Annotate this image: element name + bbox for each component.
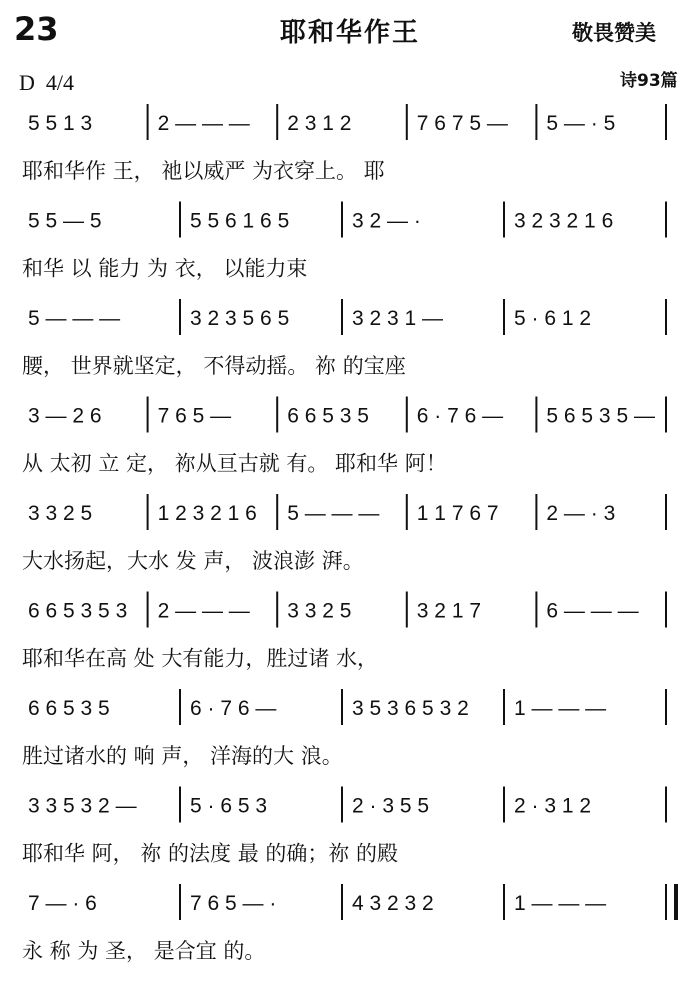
measure-notes: 7 — · 6 <box>28 892 97 915</box>
measure-notes: 5 · 6 5 3 <box>190 794 268 818</box>
measure-notes: 7 6 7 5 — <box>416 112 508 135</box>
measure-notes: 3 3 2 5 <box>28 502 93 525</box>
measure-notes: 6 6 5 3 5 <box>28 697 110 720</box>
measure-notes: 3 2 3 2 1 6 <box>514 209 614 233</box>
lyric-line: 耶和华 阿， 祢 的法度 最 的确；祢 的殿 <box>22 841 399 866</box>
measure-notes: 5 — · 5 <box>546 112 616 135</box>
measure-notes: 3 3 2 5 <box>287 599 352 623</box>
measure-notes: 5 5 6 1 6 5 <box>190 209 290 233</box>
measure-notes: 3 3 5 3 2 — <box>28 794 137 818</box>
measure-notes: 5 — — — <box>287 502 380 525</box>
measure-notes: 3 2 3 1 — <box>352 307 444 330</box>
measure-notes: 1 — — — <box>514 697 607 720</box>
key-signature: D 4/4 <box>19 70 74 95</box>
measure-notes: 3 2 — · <box>352 209 421 233</box>
measure-notes: 5 6 5 3 5 — <box>546 404 655 428</box>
score-line <box>22 397 666 477</box>
measure-notes: 6 6 5 3 5 3 <box>28 599 128 623</box>
measure-notes: 5 — — — <box>28 307 121 330</box>
lyric-line: 和华 以 能力 为 衣， 以能力束 <box>22 256 308 281</box>
measure-notes: 6 6 5 3 5 <box>287 404 369 428</box>
measure-notes: 1 — — — <box>514 892 607 915</box>
measure-notes: 5 5 1 3 <box>28 112 93 135</box>
score-line <box>22 299 666 379</box>
hymn-title: 耶和华作王 <box>279 18 420 48</box>
measure-notes: 7 6 5 — <box>157 404 232 428</box>
measure-notes: 3 — 2 6 <box>28 404 102 428</box>
score-line <box>22 689 666 769</box>
score-line <box>22 494 666 574</box>
lyric-line: 永 称 为 圣， 是合宜 的。 <box>22 939 266 963</box>
hymn-number: 23 <box>14 10 59 48</box>
lyric-line: 大水扬起，大水 发 声， 波浪澎 湃。 <box>22 549 364 573</box>
measure-notes: 2 — — — <box>157 112 250 135</box>
lyric-line: 胜过诸水的 响 声， 洋海的大 浪。 <box>22 744 343 768</box>
measure-notes: 2 3 1 2 <box>287 112 352 135</box>
measure-notes: 1 2 3 2 1 6 <box>157 502 257 525</box>
measure-notes: 6 — — — <box>546 599 639 623</box>
lyric-line: 从 太初 立 定， 祢从亘古就 有。 耶和华 阿！ <box>22 451 447 476</box>
score-line <box>22 787 666 867</box>
lyric-line: 耶和华在高 处 大有能力，胜过诸 水， <box>22 646 379 671</box>
section-label: 敬畏赞美 <box>572 21 656 45</box>
measure-notes: 5 · 6 1 2 <box>514 307 592 330</box>
lyric-line: 腰， 世界就坚定， 不得动摇。 祢 的宝座 <box>22 354 406 378</box>
measure-notes: 6 · 7 6 — <box>416 404 504 428</box>
score-line <box>22 592 666 672</box>
measure-notes: 3 2 1 7 <box>416 599 482 623</box>
measure-notes: 6 · 7 6 — <box>190 697 277 720</box>
measure-notes: 2 · 3 5 5 <box>352 794 430 818</box>
measure-notes: 5 5 — 5 <box>28 209 102 233</box>
lyric-line: 耶和华作 王， 祂以威严 为衣穿上。 耶 <box>22 159 385 183</box>
score-line <box>22 884 676 964</box>
score-line <box>22 104 666 184</box>
measure-notes: 2 — · 3 <box>546 502 616 525</box>
measure-notes: 4 3 2 3 2 <box>352 892 434 915</box>
measure-notes: 3 2 3 5 6 5 <box>190 307 290 330</box>
scripture-reference: 诗93篇 <box>620 71 678 91</box>
measure-notes: 3 5 3 6 5 3 2 <box>352 697 469 720</box>
measure-notes: 2 — — — <box>157 599 250 623</box>
score-line <box>22 202 666 282</box>
measure-notes: 7 6 5 — · <box>190 892 277 915</box>
measure-notes: 1 1 7 6 7 <box>416 502 499 525</box>
measure-notes: 2 · 3 1 2 <box>514 794 592 818</box>
